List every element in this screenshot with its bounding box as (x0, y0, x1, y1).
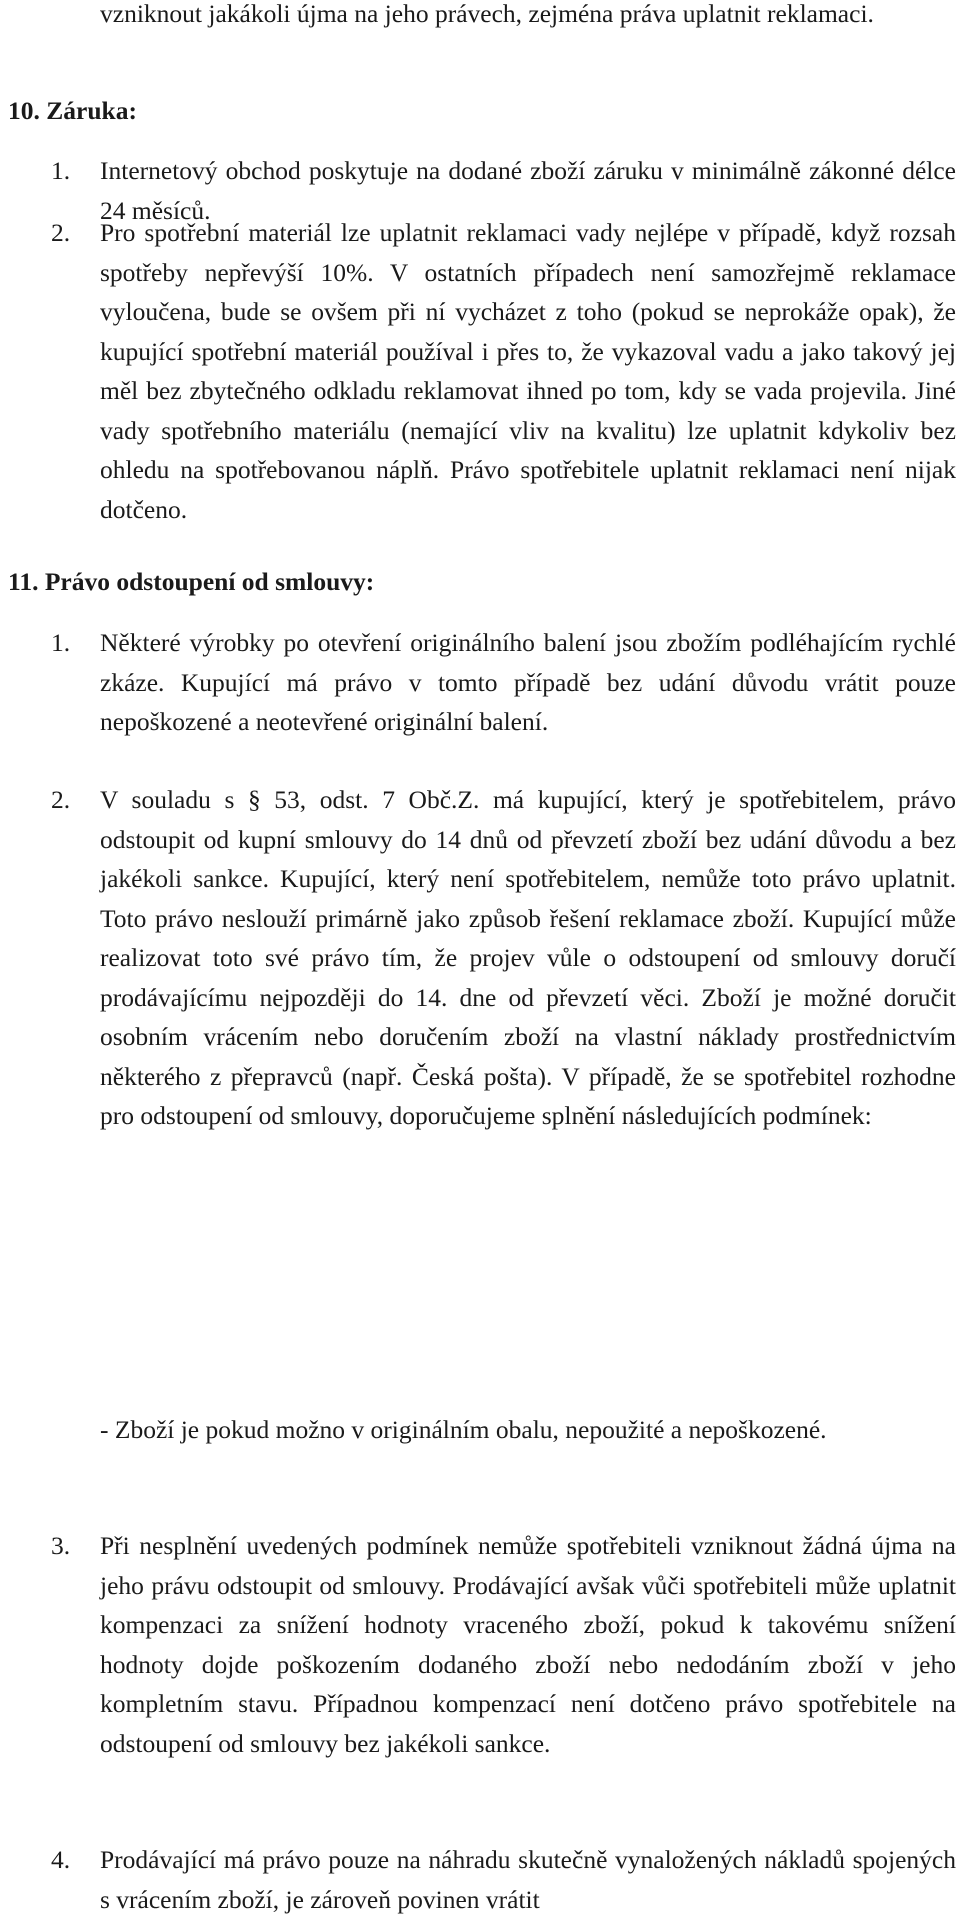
section-10-heading (8, 91, 137, 131)
section-10-number: 10. (8, 96, 40, 125)
list-item-text: Pro spotřební materiál lze uplatnit reklamaci vady nejlépe v případě, když rozsah spotřeby nepřevýší 10%. V ostatních případech není samozřejmě reklamace vyloučena, bude se ovšem při ní vycházet z toho (pokud se neprokáže opak), že kupující spotřební materiál používal i přes to, že vykazoval vadu a jako takový jej měl bez zbytečného odkladu reklamovat ihned po tom, kdy se vada projevila. Jiné vady spotřebního materiálu (nemající vliv na kvalitu) lze uplatnit kdykoliv bez ohledu na spotřebovanou náplň. Právo spotřebitele uplatnit reklamaci není nijak dotčeno. (100, 218, 956, 524)
list-item (51, 1526, 956, 1763)
list-item-number: 1. (51, 156, 71, 185)
list-item-number: 3. (51, 1531, 71, 1560)
condition-item: - Zboží je pokud možno v originálním obalu, nepoužité a nepoškozené. (100, 1415, 827, 1444)
list-item (51, 1840, 956, 1919)
list-item-number: 1. (51, 628, 71, 657)
list-item-number: 2. (51, 218, 71, 247)
section-11-title: Právo odstoupení od smlouvy: (44, 567, 375, 596)
section-11-heading (8, 562, 374, 602)
list-item-text: Při nesplnění uvedených podmínek nemůže spotřebiteli vzniknout žádná újma na jeho právu odstoupit od smlouvy. Prodávající avšak vůči spotřebiteli může uplatnit kompenzaci za snížení hodnoty vraceného zboží, pokud k takovému snížení hodnoty dojde poškozením dodaného zboží nebo nedodáním zboží v jeho kompletním stavu. Případnou kompenzací není dotčeno právo spotřebitele na odstoupení od smlouvy bez jakékoli sankce. (100, 1531, 956, 1758)
list-item-text: V souladu s § 53, odst. 7 Obč.Z. má kupující, který je spotřebitelem, právo odstoupit od kupní smlouvy do 14 dnů od převzetí zboží bez udání důvodu a bez jakékoli sankce. Kupující, který není spotřebitelem, nemůže toto právo uplatnit. Toto právo neslouží primárně jako způsob řešení reklamace zboží. Kupující může realizovat toto své právo tím, že projev vůle o odstoupení od smlouvy doručí prodávajícímu nejpozději do 14. dne od převzetí věci. Zboží je možné doručit osobním vrácením nebo doručením zboží na vlastní náklady prostřednictvím některého z přepravců (např. Česká pošta). V případě, že se spotřebitel rozhodne pro odstoupení od smlouvy, doporučujeme splnění následujících podmínek: (100, 785, 956, 1130)
list-item-text: Některé výrobky po otevření originálního balení jsou zbožím podléhajícím rychlé zkáze. Kupující má právo v tomto případě bez udání důvodu vrátit pouze nepoškozené a neotevřené originální balení. (100, 628, 956, 736)
list-item (51, 213, 956, 529)
list-item (51, 623, 956, 742)
section-11-number: 11. (8, 567, 39, 596)
list-item-number: 2. (51, 785, 71, 814)
paragraph-continuation: vzniknout jakákoli újma na jeho právech, zejména práva uplatnit reklamaci. (100, 0, 874, 28)
list-item (51, 780, 956, 1136)
list-item-text: Prodávající má právo pouze na náhradu skutečně vynaložených nákladů spojených s vrácením zboží, je zároveň povinen vrátit (100, 1845, 956, 1914)
section-10-title: Záruka: (46, 96, 137, 125)
list-item-number: 4. (51, 1845, 71, 1874)
list-item-text: Internetový obchod poskytuje na dodané zboží záruku v minimálně zákonné délce 24 měsíců. (100, 156, 956, 225)
